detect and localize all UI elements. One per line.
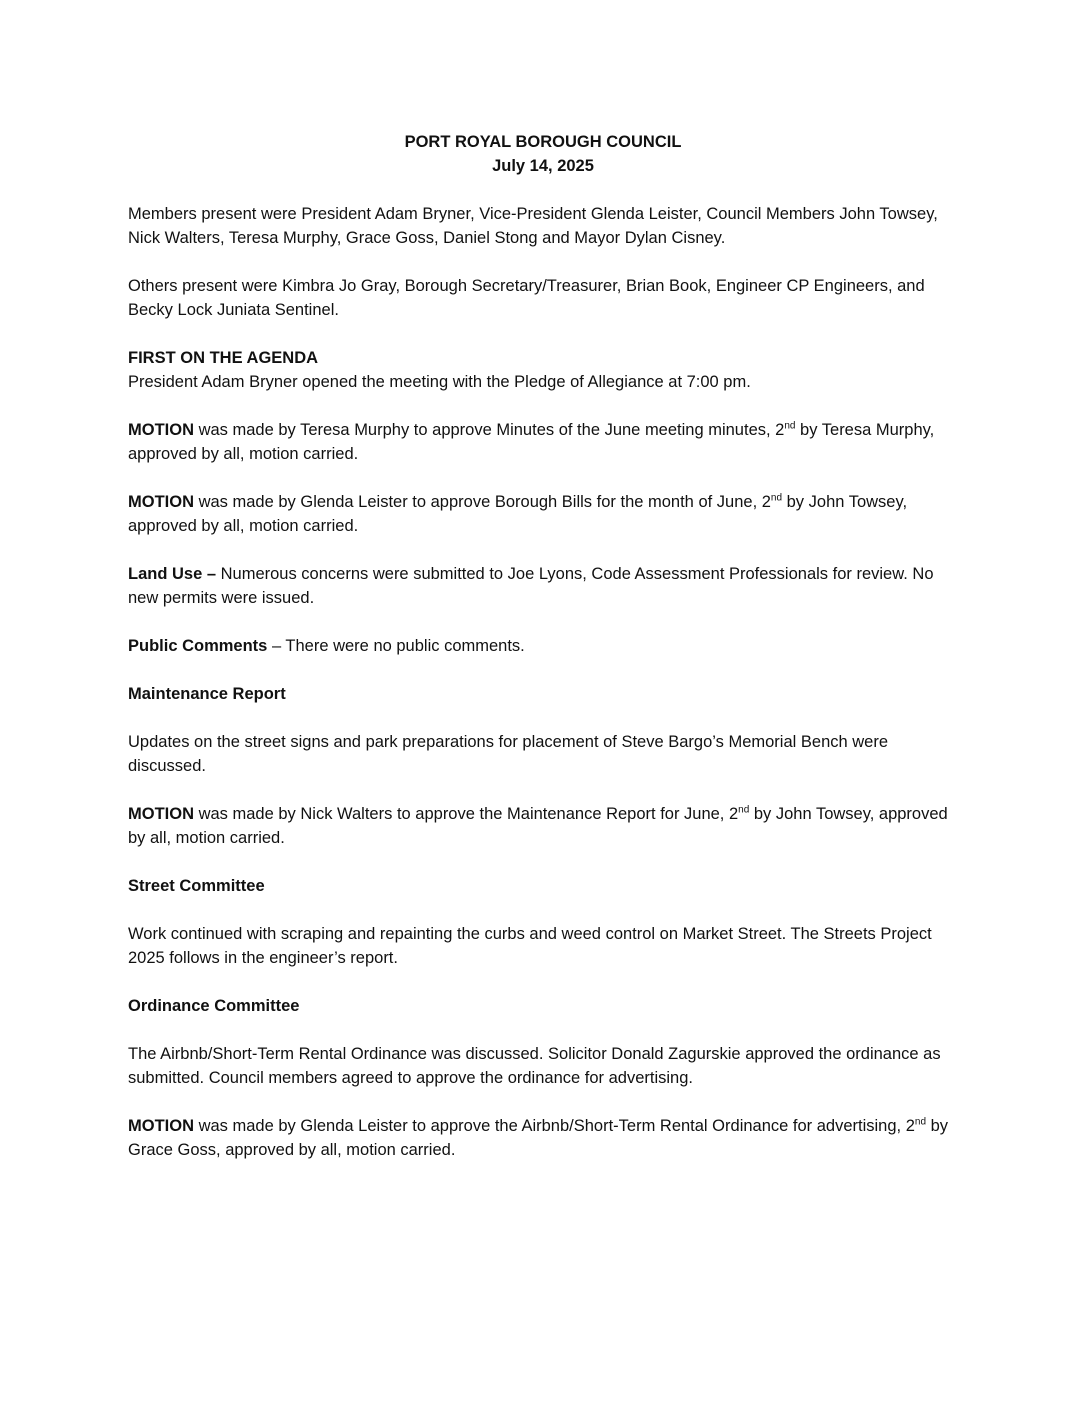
motion-ordinance (128, 1114, 958, 1162)
motion-minutes (128, 418, 958, 466)
agenda-text: President Adam Bryner opened the meeting with the Pledge of Allegiance at 7:00 pm. (128, 373, 751, 391)
ordinance-heading-text: Ordinance Committee (128, 997, 300, 1015)
land-use-text: Numerous concerns were submitted to Joe Lyons, Code Assessment Professionals for review. No new permits were issued. (128, 565, 934, 607)
public-comments-label: Public Comments (128, 637, 268, 655)
agenda-section (128, 346, 958, 394)
document-page (128, 130, 958, 1186)
ordinal-suffix: nd (738, 804, 750, 816)
motion-label: MOTION (128, 493, 194, 511)
motion-text: was made by Glenda Leister to approve the Airbnb/Short-Term Rental Ordinance for advertising, 2 (194, 1117, 915, 1135)
motion-text: was made by Nick Walters to approve the Maintenance Report for June, 2 (194, 805, 739, 823)
ordinance-heading (128, 994, 958, 1018)
motion-text: by Teresa Murphy, approved by all, motion carried. (128, 421, 935, 463)
maintenance-heading-text: Maintenance Report (128, 685, 286, 703)
motion-label: MOTION (128, 421, 194, 439)
motion-bills (128, 490, 958, 538)
street-heading (128, 874, 958, 898)
motion-label: MOTION (128, 805, 194, 823)
motion-text: by John Towsey, approved by all, motion carried. (128, 493, 908, 535)
maintenance-text: Updates on the street signs and park preparations for placement of Steve Bargo’s Memorial Bench were discussed. (128, 733, 889, 775)
street-text: Work continued with scraping and repainting the curbs and weed control on Market Street. The Streets Project 2025 follows in the engineer’s report. (128, 925, 932, 967)
motion-text: by Grace Goss, approved by all, motion carried. (128, 1117, 949, 1159)
agenda-heading: FIRST ON THE AGENDA (128, 349, 319, 367)
motion-maintenance (128, 802, 958, 850)
ordinance-text: The Airbnb/Short-Term Rental Ordinance was discussed. Solicitor Donald Zagurskie approved the ordinance as submitted. Council members agreed to approve the ordinance for advertising. (128, 1045, 941, 1087)
land-use-label: Land Use – (128, 565, 217, 583)
motion-label: MOTION (128, 1117, 194, 1135)
members-present-paragraph: Members present were President Adam Bryner, Vice-President Glenda Leister, Council Members John Towsey, Nick Walters, Teresa Murphy, Grace Goss, Daniel Stong and Mayor Dylan Cisney. (128, 205, 938, 247)
motion-text: by John Towsey, approved by all, motion carried. (128, 805, 948, 847)
ordinal-suffix: nd (770, 492, 783, 504)
street-heading-text: Street Committee (128, 877, 265, 895)
land-use-paragraph (128, 562, 958, 610)
document-title: PORT ROYAL BOROUGH COUNCIL (404, 133, 682, 151)
ordinal-suffix: nd (914, 1116, 927, 1128)
maintenance-heading (128, 682, 958, 706)
motion-text: was made by Glenda Leister to approve Borough Bills for the month of June, 2 (194, 493, 771, 511)
motion-text: was made by Teresa Murphy to approve Minutes of the June meeting minutes, 2 (194, 421, 785, 439)
public-comments-paragraph (128, 634, 958, 658)
title-block (128, 130, 958, 178)
public-comments-text: – There were no public comments. (267, 637, 525, 655)
ordinal-suffix: nd (784, 420, 796, 432)
others-present-paragraph: Others present were Kimbra Jo Gray, Borough Secretary/Treasurer, Brian Book, Engineer CP Engineers, and Becky Lock Juniata Sentinel. (128, 277, 925, 319)
meeting-date: July 14, 2025 (492, 157, 594, 175)
